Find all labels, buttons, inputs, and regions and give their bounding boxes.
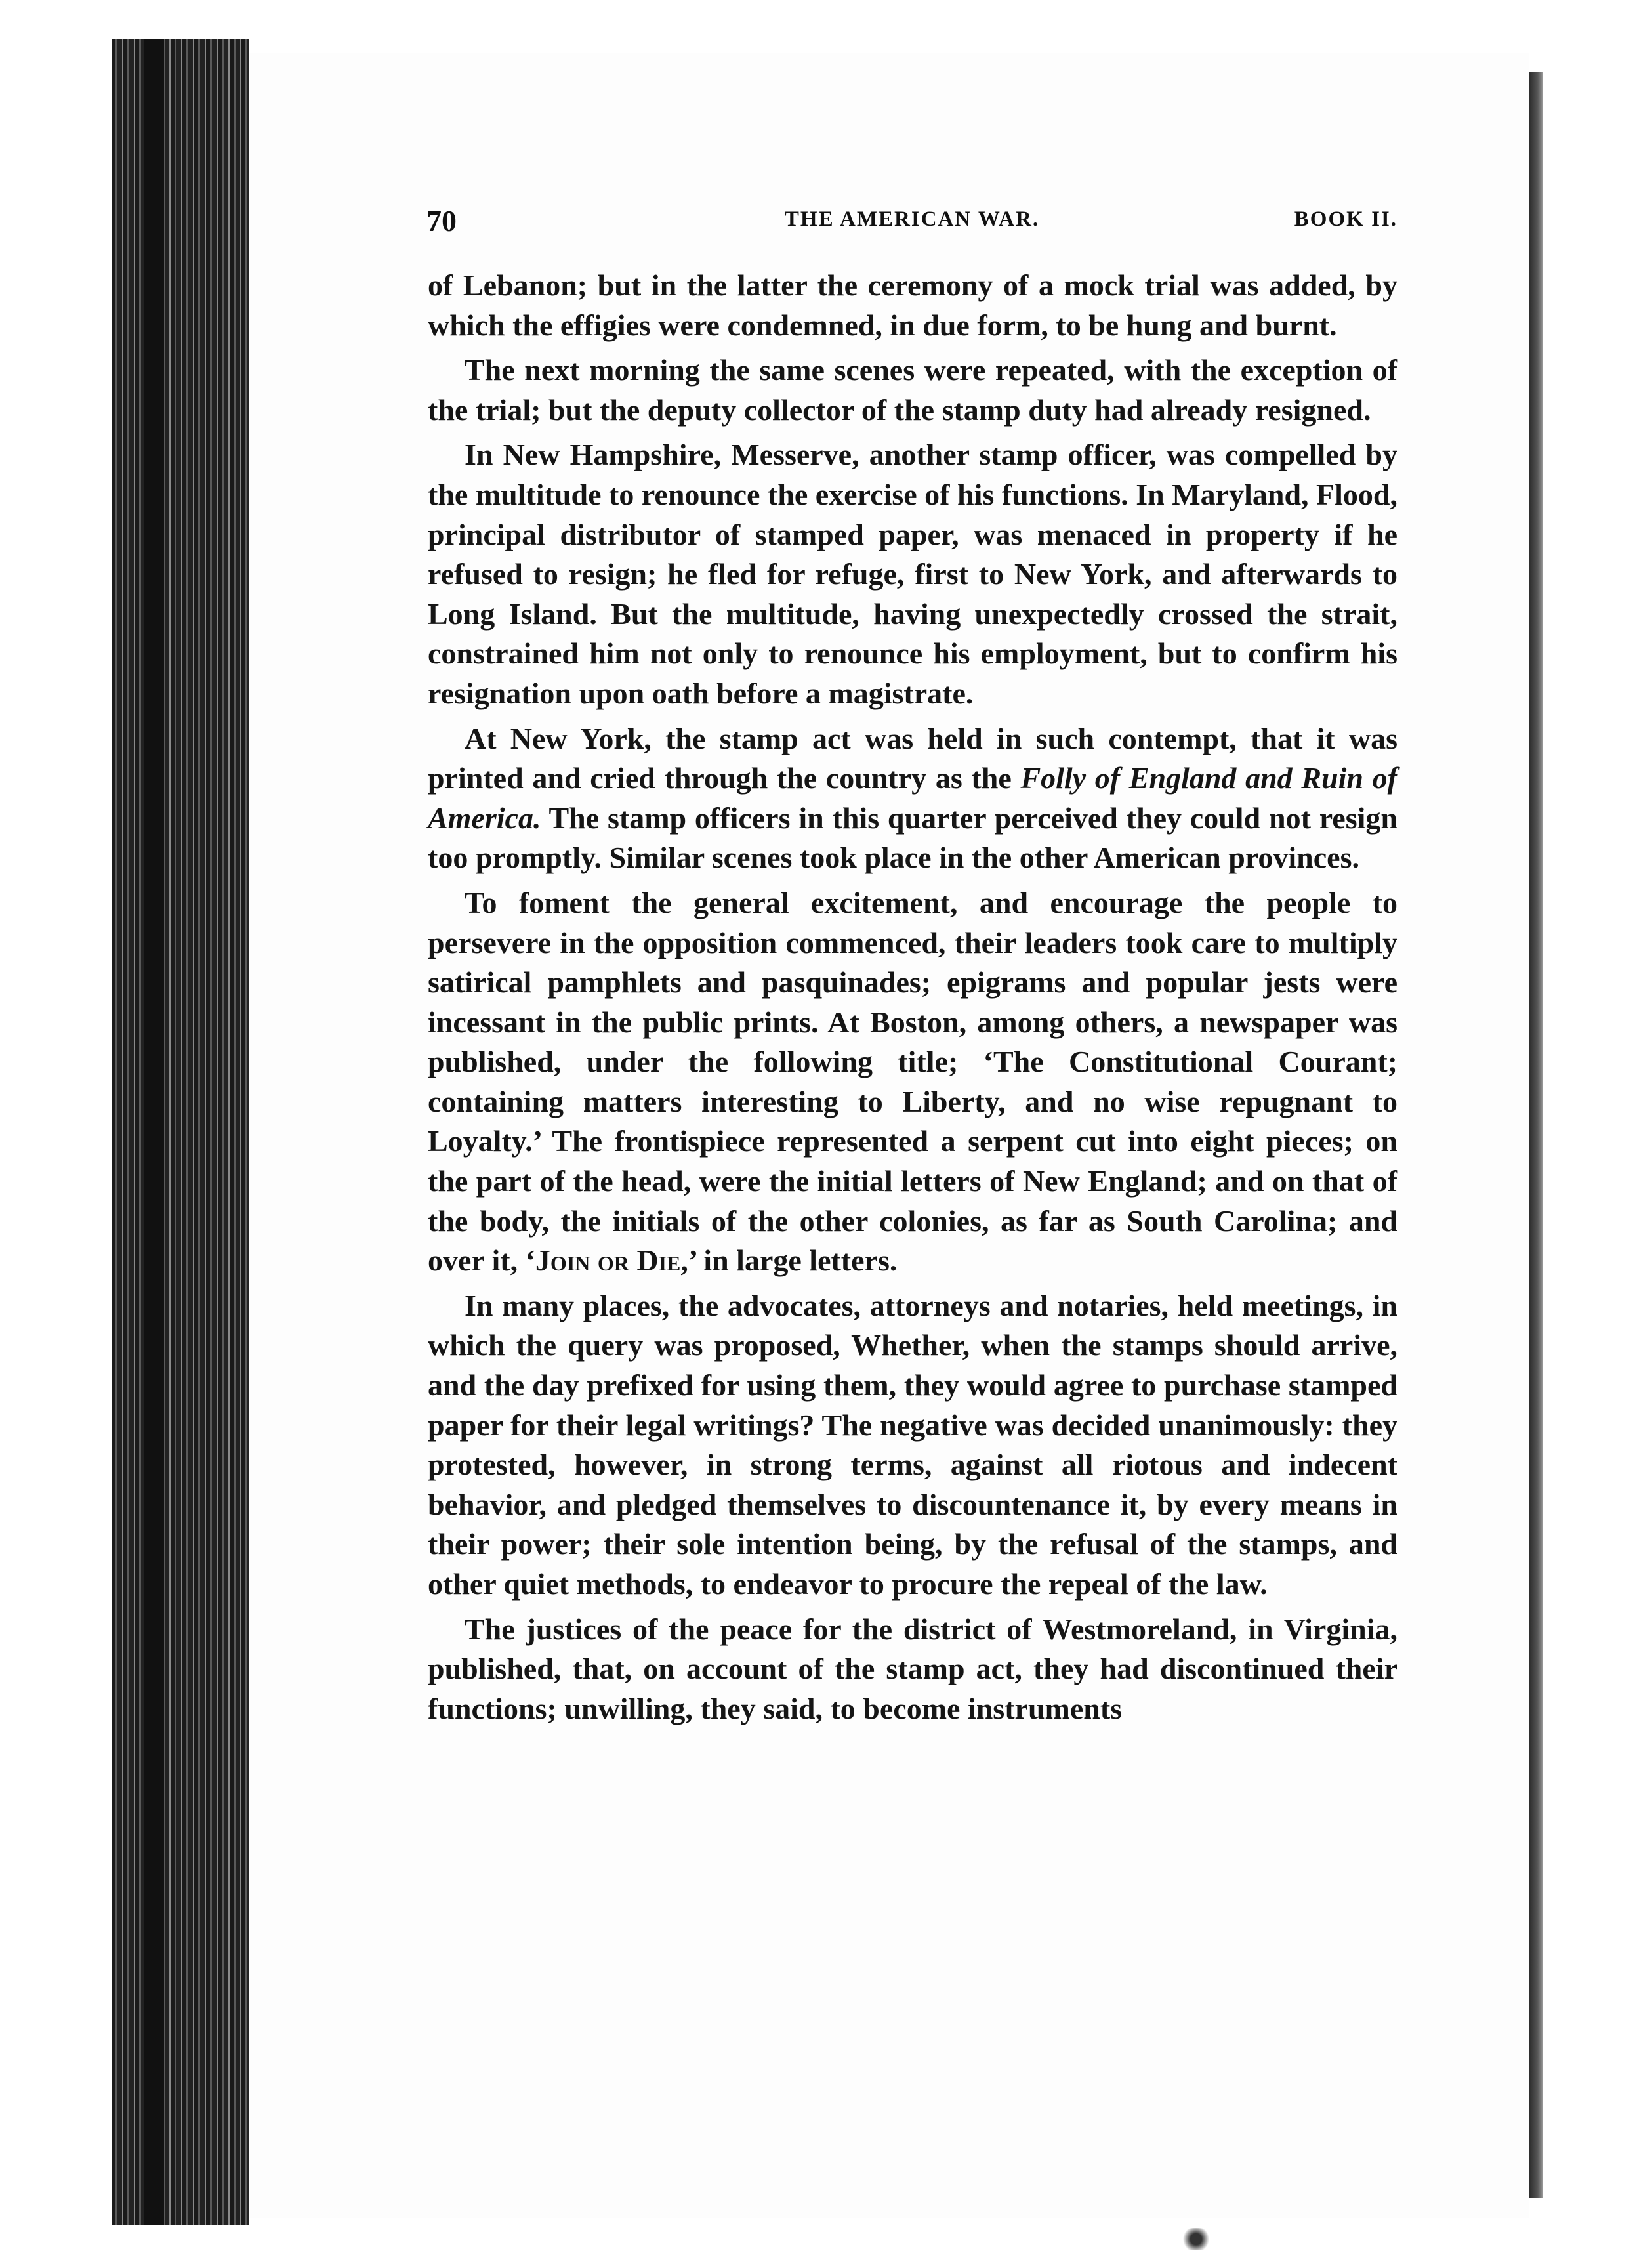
paragraph: [428, 719, 1397, 878]
paragraph: [428, 435, 1397, 713]
paragraph: [428, 883, 1397, 1281]
paragraph: [428, 350, 1397, 430]
text-run: The stamp officers in this quarter perceived they could not resign too promptly. Similar scenes took place in the other American provinces.: [428, 801, 1397, 875]
page-right-edge: [1529, 72, 1543, 2198]
text-run: In many places, the advocates, attorneys and notaries, held meetings, in which the query was proposed, Whether, when the stamps should arrive, and the day prefixed for using them, they would agree to purchase stamped paper for their legal writings? The negative was decided unanimously: they protested, however, in strong terms, against all riotous and indecent behavior, and pledged themselves to discountenance it, by every means in their power; their sole intention being, by the refusal of the stamps, and other quiet methods, to endeavor to procure the repeal of the law.: [428, 1288, 1397, 1601]
book-binding-edge: [112, 39, 249, 2225]
scan-speck: [1181, 2228, 1211, 2250]
binding-shadow: [144, 39, 164, 2225]
text-run: The next morning the same scenes were repeated, with the exception of the trial; but the deputy collector of the stamp duty had already resigned.: [428, 353, 1397, 427]
page-number: 70: [426, 204, 457, 238]
text-run: ,’ in large letters.: [680, 1244, 898, 1278]
running-title: THE AMERICAN WAR.: [784, 207, 1040, 231]
body-text: [428, 266, 1397, 1729]
small-caps-phrase: Join or Die: [535, 1244, 681, 1278]
paragraph: [428, 1610, 1397, 1729]
text-run: The justices of the peace for the district of Westmoreland, in Virginia, published, that, on account of the stamp act, they had discontinued their functions; unwilling, they said, to become instruments: [428, 1612, 1397, 1725]
text-run: At New York, the stamp act was held in such contempt, that it was printed and cried through the country as the: [428, 721, 1397, 795]
book-label: BOOK II.: [1294, 207, 1397, 231]
paragraph: [428, 266, 1397, 345]
text-run: In New Hampshire, Messerve, another stamp officer, was compelled by the multitude to renounce the exercise of his functions. In Maryland, Flood, principal distributor of stamped paper, was menaced in property if he refused to resign; he fled for refuge, first to New York, and afterwards to Long Island. But the multitude, having unexpectedly crossed the strait, constrained him not only to renounce his employment, but to confirm his resignation upon oath before a magistrate.: [428, 438, 1397, 710]
text-run: To foment the general excitement, and encourage the people to persevere in the opposition commenced, their leaders took care to multiply satirical pamphlets and pasquinades; epigrams and popular jests were incessant in the public prints. At Boston, among others, a newspaper was published, under the following title; ‘The Constitutional Courant; containing matters interesting to Liberty, and no wise repugnant to Loyalty.’ The frontispiece represented a serpent cut into eight pieces; on the part of the head, were the initial letters of New England; and on that of the body, the initials of the other colonies, as far as South Carolina; and over it, ‘: [428, 885, 1397, 1278]
running-head: [426, 203, 1397, 243]
text-run: of Lebanon; but in the latter the ceremony of a mock trial was added, by which the effigies were condemned, in due form, to be hung and burnt.: [428, 268, 1397, 342]
italic-phrase: Folly of England and Ruin of America.: [428, 761, 1397, 835]
paragraph: [428, 1286, 1397, 1605]
